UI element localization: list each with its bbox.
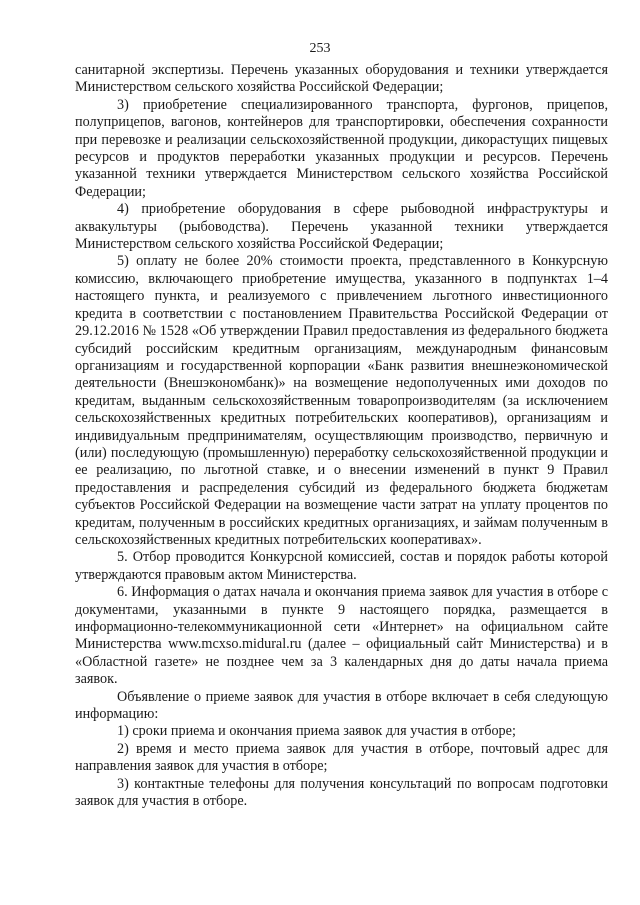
paragraph-announcement-item-2: 2) время и место приема заявок для участия в отборе, почтовый адрес для направления заявок для участия в отборе; [75,740,608,775]
paragraph-section-5: 5. Отбор проводится Конкурсной комиссией, состав и порядок работы которой утверждаются правовым актом Министерства. [75,549,608,583]
paragraph-announcement-intro: Объявление о приеме заявок для участия в отборе включает в себя следующую информацию: [75,688,608,723]
paragraph-item-5: 5) оплату не более 20% стоимости проекта, представленного в Конкурсную комиссию, включающего приобретение имущества, указанного в подпунктах 1–4 настоящего пункта, и реализуемого с привлечением льготного инвестиционного кредита в соответствии с постановлением Правительства Российской Федерации от 29.12.2016 № 1528 «Об утверждении Правил предоставления из федерального бюджета субсидий российским кредитным организациям, международным финансовым организациям и государственной корпорации «Банк развития внешнеэкономической деятельности (Внешэкономбанк)» на возмещение недополученных ими доходов по кредитам, выданным сельскохозяйственным товаропроизводителям (за исключением сельскохозяйственных кредитных потребительских кооперативов), организациям и индивидуальным предпринимателям, осуществляющим производство, первичную и (или) последующую (промышленную) переработку сельскохозяйственной продукции и ее реализацию, по льготной ставке, и о внесении изменений в пункт 9 Правил предоставления и распределения субсидий из федерального бюджета бюджетам субъектов Российской Федерации на возмещение части затрат на уплату процентов по кредитам, полученным в российских кредитных организациях, и займам полученным в сельскохозяйственных кредитных потребительских кооперативах». [75,253,608,548]
paragraph-announcement-item-3: 3) контактные телефоны для получения консультаций по вопросам подготовки заявок для участия в отборе. [75,775,608,810]
paragraph-item-3: 3) приобретение специализированного транспорта, фургонов, прицепов, полуприцепов, вагонов, контейнеров для транспортировки, обеспечения сохранности при перевозке и реализации сельскохозяйственной продукции, дикорастущих пищевых ресурсов и продуктов переработки указанных продукции и ресурсов. Перечень указанной техники утверждается Министерством сельского хозяйства Российской Федерации; [75,96,608,200]
page-number: 253 [309,41,331,56]
document-body [75,62,608,810]
paragraph-announcement-item-1: 1) сроки приема и окончания приема заявок для участия в отборе; [117,723,516,740]
paragraph-continuation: санитарной экспертизы. Перечень указанных оборудования и техники утверждается Министерством сельского хозяйства Российской Федерации; [75,62,608,96]
paragraph-item-4: 4) приобретение оборудования в сфере рыбоводной инфраструктуры и аквакультуры (рыбоводства). Перечень указанной техники утверждается Министерством сельского хозяйства Российской Федерации; [75,201,608,253]
paragraph-section-6: 6. Информация о датах начала и окончания приема заявок для участия в отборе с документами, указанными в пункте 9 настоящего порядка, размещается в информационно-телекоммуникационной сети «Интернет» на официальном сайте Министерства www.mcxso.midural.ru (далее – официальный сайт Министерства) и в «Областной газете» не позднее чем за 3 календарных дня до даты начала приема заявок. [75,584,608,688]
